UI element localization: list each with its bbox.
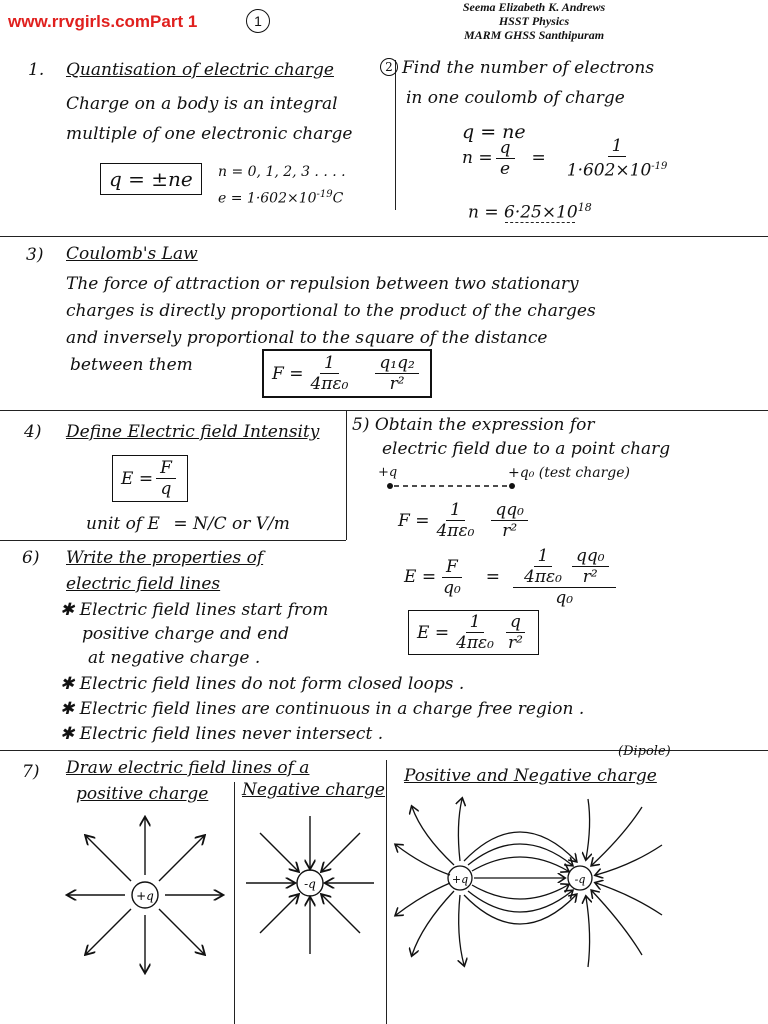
- q5-e-inner-q-num: qq₀: [572, 546, 609, 567]
- dipole-in-5: [586, 799, 590, 859]
- q1-e-base: e = 1·602×10: [218, 190, 317, 207]
- positive-charge-diagram: [60, 810, 230, 980]
- q5-e-inner-k-den: 4πε₀: [524, 567, 562, 587]
- q1-formula-box: q = ±ne: [100, 163, 202, 195]
- q2-eq2: [462, 136, 674, 181]
- divider-q4-q6: [0, 540, 346, 541]
- q6-bullet4: [60, 722, 383, 746]
- q2-frac-den2-base: 1·602×10: [566, 160, 652, 181]
- q3-f-lhs: F =: [272, 363, 304, 384]
- q2-eq2-lhs: n =: [462, 148, 493, 169]
- dipole-positive-label: +q: [451, 873, 469, 886]
- q3-coulomb-box: [262, 349, 432, 398]
- dipole-curve-2: [472, 885, 568, 899]
- field-line-dl: [86, 909, 131, 954]
- q7-neg-title: Negative charge: [242, 780, 385, 800]
- q4-unit-value: = N/C or V/m: [173, 514, 290, 534]
- q1-line1: Charge on a body is an integral: [66, 94, 338, 114]
- q7-title-a: Draw electric field lines of a: [66, 758, 310, 778]
- q3-title: Coulomb's Law: [66, 244, 198, 264]
- q5-final-q-den: r²: [508, 633, 523, 653]
- q5-force-eq: [398, 500, 531, 541]
- q2-frac-den2-exp: -19: [651, 161, 668, 172]
- divider-q2-q3: [0, 236, 768, 237]
- q5-e-lhs: E =: [404, 567, 437, 587]
- q5-f-q-den: r²: [502, 521, 518, 541]
- bullet-icon: ✱: [60, 699, 80, 719]
- q5-f-lhs: F =: [398, 510, 430, 531]
- q1-e-value: [218, 183, 343, 211]
- q2-title-b: in one coulomb of charge: [406, 88, 625, 108]
- divider-q7-pos-neg: [234, 782, 235, 1024]
- site-url[interactable]: www.rrvgirls.com: [8, 12, 151, 31]
- divider-q7-neg-dipole: [386, 760, 387, 1024]
- field-line-dr: [159, 909, 204, 954]
- q5-final-lhs: E =: [417, 622, 450, 643]
- dipole-out-5: [458, 799, 462, 861]
- site-header: [8, 12, 197, 32]
- q2-result-underline: [505, 222, 575, 223]
- q5-title-a: [352, 413, 595, 437]
- q5-f-q-num: qq₀: [491, 500, 528, 521]
- q2-frac-q-e: [496, 138, 515, 179]
- q2-frac-num2: 1: [608, 136, 627, 157]
- q5-title-a-text: Obtain the expression for: [374, 415, 595, 435]
- bullet-icon: ✱: [60, 724, 80, 744]
- q5-f-k-den: 4πε₀: [436, 521, 475, 541]
- q5-f-k-num: 1: [446, 500, 465, 521]
- q1-number: 1.: [28, 60, 45, 80]
- dipole-in-3: [596, 883, 662, 915]
- q4-number: 4): [24, 422, 42, 442]
- q6-title-b: electric field lines: [66, 574, 221, 594]
- author-block: [434, 0, 634, 42]
- q4-formula-box: [112, 455, 188, 502]
- neg-line-ul: [260, 833, 298, 871]
- q7-number: 7): [22, 762, 40, 782]
- q5-field-eq: [404, 546, 619, 608]
- neg-line-ur: [322, 833, 360, 871]
- dipole-in-2: [596, 845, 662, 875]
- q2-eq2-mid: =: [531, 148, 546, 169]
- q6-bullet1-a-text: Electric field lines start from: [79, 600, 329, 620]
- q5-e-big-frac: [513, 546, 616, 608]
- q5-e-den: q₀: [443, 577, 461, 598]
- q6-title-a: Write the properties of: [66, 548, 264, 568]
- dipole-in-1: [592, 807, 642, 865]
- dipole-out-3: [396, 883, 450, 915]
- q1-e-unit: C: [332, 190, 344, 207]
- negative-charge-diagram: [240, 810, 380, 960]
- part-label: Part 1: [150, 12, 198, 31]
- q5-e-inner-k-num: 1: [534, 546, 553, 567]
- author-role: HSST Physics: [498, 14, 570, 28]
- q5-test-dot: [509, 483, 515, 489]
- q1-e-exp: -19: [316, 189, 333, 200]
- q4-frac-num: F: [156, 458, 176, 479]
- q5-e-num: F: [442, 557, 462, 578]
- q5-number: 5): [352, 415, 370, 435]
- q7-title-b: positive charge: [76, 784, 209, 804]
- q2-number: 2: [380, 58, 398, 76]
- q5-final-q-num: q: [506, 612, 525, 633]
- q2-frac-den: e: [500, 158, 511, 179]
- q6-bullet2-text: Electric field lines do not form closed loops .: [79, 674, 465, 694]
- q5-final-k-den: 4πε₀: [456, 633, 494, 653]
- positive-charge-label: +q: [136, 889, 154, 903]
- q5-final-k-num: 1: [466, 612, 485, 633]
- q5-test-label: +q₀ (test charge): [508, 465, 630, 481]
- q4-frac-den: q: [160, 479, 172, 499]
- dipole-diagram: [392, 795, 668, 975]
- q3-frac-k-num: 1: [320, 353, 339, 374]
- q5-final-q: [504, 612, 527, 653]
- q5-e-equals: =: [485, 567, 501, 587]
- author-name: Seema Elizabeth K. Andrews: [462, 0, 606, 14]
- q2-result-exp: 18: [577, 201, 592, 214]
- q4-eq-lhs: E =: [121, 468, 154, 489]
- q2-frac-den2: [563, 157, 672, 181]
- q1-line2: multiple of one electronic charge: [66, 124, 353, 144]
- divider-q1-q2: [395, 60, 396, 210]
- q6-bullet2: [60, 672, 464, 696]
- q5-e-frac: [439, 557, 465, 598]
- q2-title-a: Find the number of electrons: [402, 58, 655, 78]
- q5-final-box: [408, 610, 539, 655]
- q6-bullet1-c: at negative charge .: [88, 648, 261, 668]
- q6-bullet1-a: [60, 598, 328, 622]
- q5-f-frac-q: [491, 500, 528, 541]
- q5-e-big-den: q₀: [555, 588, 574, 608]
- dipole-out-4: [412, 891, 454, 955]
- q5-e-inner-q-den: r²: [582, 567, 598, 587]
- q4-unit: [86, 512, 290, 536]
- dipole-negative-label: -q: [574, 873, 586, 886]
- q6-bullet1-b: positive charge and end: [82, 624, 289, 644]
- q1-title: Quantisation of electric charge: [66, 60, 334, 80]
- q5-e-inner-k: [520, 546, 566, 587]
- q6-bullet3-text: Electric field lines are continuous in a charge free region .: [79, 699, 585, 719]
- dipole-in-4: [592, 891, 642, 955]
- q2-eq1: q = ne: [462, 121, 526, 143]
- bullet-icon: ✱: [60, 600, 80, 620]
- q6-bullet4-text: Electric field lines never intersect .: [79, 724, 384, 744]
- neg-line-dr: [322, 895, 360, 933]
- q2-frac-value: [563, 136, 672, 181]
- q3-frac-k: [306, 353, 352, 394]
- q3-frac-qq-num: q₁q₂: [375, 353, 418, 374]
- field-line-ur: [159, 836, 204, 881]
- q3-frac-k-den: 4πε₀: [310, 374, 349, 394]
- q7-dipole-title: Positive and Negative charge: [404, 766, 657, 786]
- q5-title-b: electric field due to a point charg: [382, 439, 671, 459]
- q2-result: [468, 196, 592, 225]
- q5-source-dot: [387, 483, 393, 489]
- q2-frac-num: q: [496, 138, 515, 159]
- q4-frac: [156, 458, 176, 499]
- negative-charge-label: -q: [304, 877, 316, 891]
- dipole-curve-1: [472, 857, 568, 871]
- q5-e-inner-q: [572, 546, 609, 587]
- q1-n-values: n = 0, 1, 2, 3 . . . .: [218, 164, 346, 180]
- bullet-icon: ✱: [60, 674, 80, 694]
- divider-q3-q4: [0, 410, 768, 411]
- dipole-curve-4: [468, 891, 572, 912]
- q5-final-k: [452, 612, 498, 653]
- q3-line2: charges is directly proportional to the product of the charges: [66, 301, 596, 321]
- q6-number: 6): [22, 548, 40, 568]
- q3-line4: between them: [70, 355, 193, 375]
- author-school: MARM GHSS Santhipuram: [463, 28, 605, 42]
- q4-title: Define Electric field Intensity: [66, 422, 320, 442]
- q2-result-base: n = 6·25×10: [468, 202, 578, 223]
- dipole-in-6: [586, 897, 590, 967]
- dipole-out-1: [412, 807, 454, 865]
- q3-number: 3): [26, 245, 44, 265]
- field-line-ul: [86, 836, 131, 881]
- q5-source-label: +q: [378, 465, 398, 480]
- q5-f-frac-k: [432, 500, 478, 541]
- q3-frac-qq: [375, 353, 418, 394]
- q3-line3: and inversely proportional to the square of the distance: [66, 328, 548, 348]
- q5-e-big-num: [513, 546, 616, 588]
- q6-bullet3: [60, 697, 584, 721]
- dipole-out-2: [396, 845, 450, 875]
- q4-unit-label: unit of E: [86, 514, 160, 534]
- dipole-curve-3: [468, 844, 572, 865]
- q3-line1: The force of attraction or repulsion between two stationary: [66, 274, 579, 294]
- dipole-out-6: [459, 895, 464, 965]
- q5-charge-line: [380, 478, 520, 494]
- page-number: 1: [246, 9, 270, 33]
- neg-line-dl: [260, 895, 298, 933]
- q3-frac-qq-den: r²: [389, 374, 405, 394]
- divider-q4-q5: [346, 410, 347, 540]
- q7-dipole-note: (Dipole): [618, 744, 671, 759]
